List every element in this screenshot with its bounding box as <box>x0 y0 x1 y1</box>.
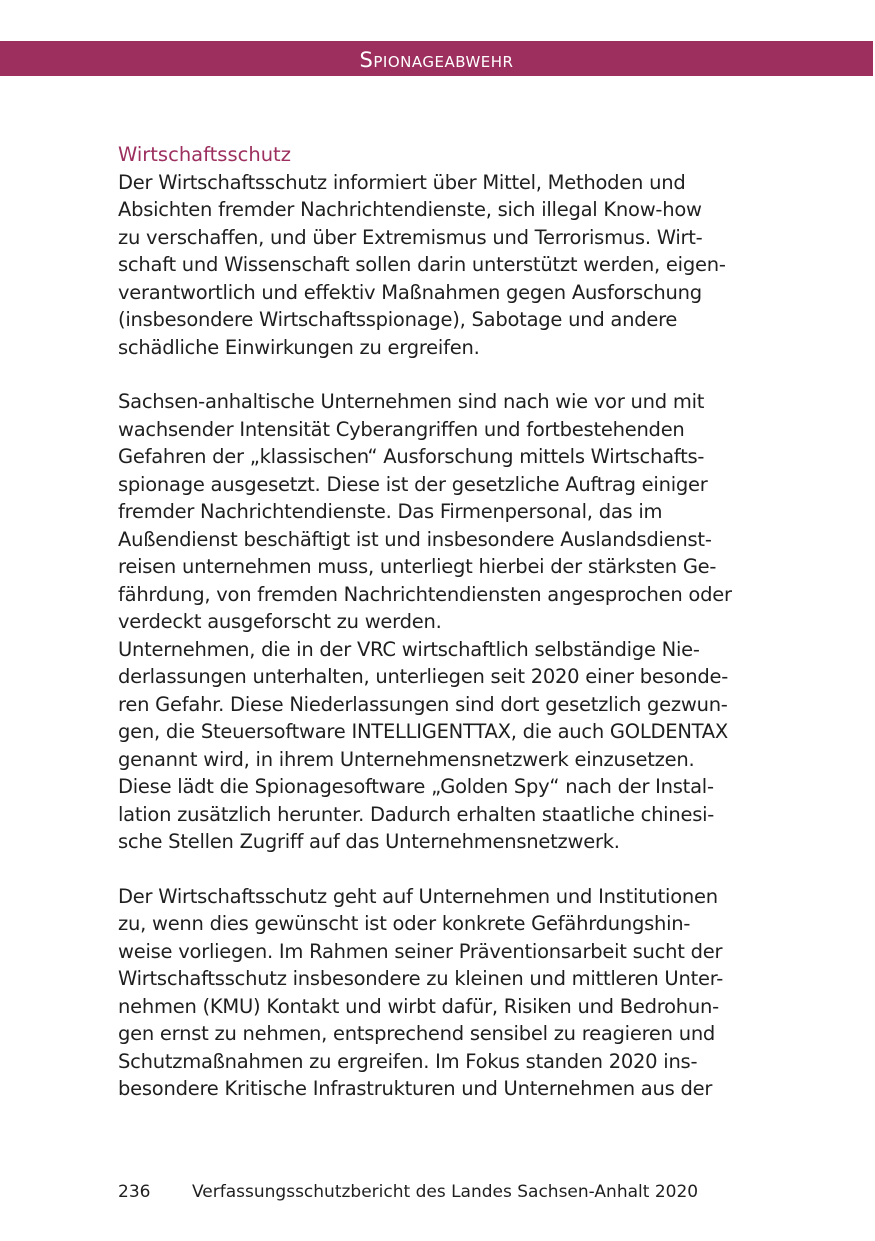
chapter-title: Spionageabwehr <box>359 48 514 72</box>
publication-title: Verfassungsschutzbericht des Landes Sachsen-Anhalt 2020 <box>192 1182 699 1202</box>
paragraph-4: Der Wirtschaftsschutz geht auf Unternehmen und Institutionen zu, wenn dies gewünscht ist oder konkrete Gefährdungshin- weise vorliegen. Im Rahmen seiner Präventionsarbeit sucht der Wirtschaftsschutz insbesondere zu kleinen und mittleren Unter- nehmen (KMU) Kontakt und wirbt dafür, Risiken und Bedrohun- gen ernst zu nehmen, entsprechend sensibel zu reagieren und Schutzmaßnahmen zu ergreifen. Im Fokus standen 2020 ins- besondere Kritische Infrastrukturen und Unternehmen aus der <box>118 884 724 1100</box>
main-content <box>118 141 768 1103</box>
paragraph-3: Unternehmen, die in der VRC wirtschaftlich selbständige Nie- derlassungen unterhalten, unterliegen seit 2020 einer besonde- ren Gefahr. Diese Niederlassungen sind dort gesetzlich gezwun- gen, die Steuersoftware INTELLIGENTTAX, die auch GOLDENTAX genannt wird, in ihrem Unternehmensnetzwerk einzusetzen. Diese lädt die Spionagesoftware „Golden Spy“ nach der Instal- lation zusätzlich herunter. Dadurch erhalten staatliche chinesi- sche Stellen Zugriff auf das Unternehmensnetzwerk. <box>118 637 729 853</box>
paragraph-1: Der Wirtschaftsschutz informiert über Mittel, Methoden und Absichten fremder Nachrichtendienste, sich illegal Know-how zu verschaffen, und über Extremismus und Terrorismus. Wirt- schaft und Wissenschaft sollen darin unterstützt werden, eigen- verantwortlich und effektiv Maßnahmen gegen Ausforschung (insbesondere Wirtschaftsspionage), Sabotage und andere schädliche Einwirkungen zu ergreifen. <box>118 170 726 359</box>
paragraph-2: Sachsen-anhaltische Unternehmen sind nach wie vor und mit wachsender Intensität Cyberangriffen und fortbestehenden Gefahren der „klassischen“ Ausforschung mittels Wirtschafts- spionage ausgesetzt. Diese ist der gesetzliche Auftrag einiger fremder Nachrichtendienste. Das Firmenpersonal, das im Außendienst beschäftigt ist und insbesondere Auslandsdienst- reisen unternehmen muss, unterliegt hierbei der stärksten Ge- fährdung, von fremden Nachrichtendiensten angesprochen oder verdeckt ausgeforscht zu werden. <box>118 390 732 633</box>
section-heading: Wirtschaftsschutz <box>118 143 291 166</box>
paragraph-gap <box>118 361 768 388</box>
page-number: 236 <box>118 1182 151 1202</box>
chapter-header-band <box>0 41 873 76</box>
page-footer <box>118 1180 698 1204</box>
paragraph-gap <box>118 856 768 883</box>
